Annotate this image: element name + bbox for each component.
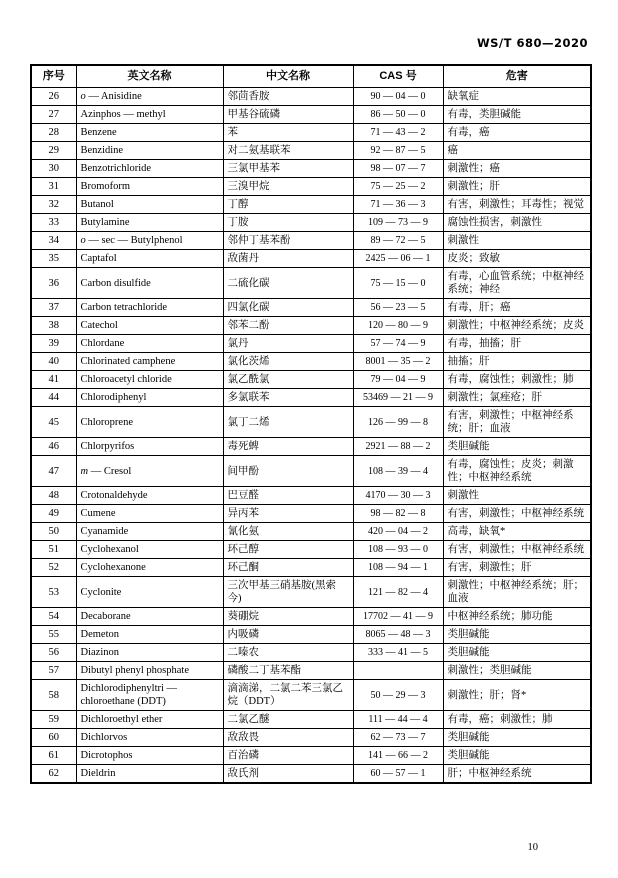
cell-hazard: 有毒，类胆碱能 xyxy=(443,106,591,124)
cell-no: 52 xyxy=(31,559,76,577)
cell-no: 60 xyxy=(31,729,76,747)
cell-en: Diazinon xyxy=(76,644,223,662)
cell-no: 58 xyxy=(31,680,76,711)
table-row xyxy=(31,250,591,268)
cell-en: Chlorinated camphene xyxy=(76,353,223,371)
table-row xyxy=(31,487,591,505)
column-header-english: 英文名称 xyxy=(76,65,223,88)
cell-en: Butylamine xyxy=(76,214,223,232)
cell-cas: 57 — 74 — 9 xyxy=(353,335,443,353)
cell-en: Chlorpyrifos xyxy=(76,438,223,456)
table-row xyxy=(31,559,591,577)
cell-en: Dibutyl phenyl phosphate xyxy=(76,662,223,680)
cell-hazard: 有害，刺激性；中枢神经系统；肝；血液 xyxy=(443,407,591,438)
cell-no: 56 xyxy=(31,644,76,662)
cell-hazard: 有害，刺激性；耳毒性；视觉 xyxy=(443,196,591,214)
cell-en: o — Anisidine xyxy=(76,88,223,106)
cell-cn: 对二氨基联苯 xyxy=(223,142,353,160)
cell-en: o — sec — Butylphenol xyxy=(76,232,223,250)
cell-hazard: 刺激性；肝；肾* xyxy=(443,680,591,711)
cell-en: Cumene xyxy=(76,505,223,523)
cell-en: Chlordane xyxy=(76,335,223,353)
cell-no: 38 xyxy=(31,317,76,335)
cell-cn: 邻仲丁基苯酚 xyxy=(223,232,353,250)
cell-cas: 2921 — 88 — 2 xyxy=(353,438,443,456)
table-row xyxy=(31,680,591,711)
column-header-hazard: 危害 xyxy=(443,65,591,88)
cell-cas: 109 — 73 — 9 xyxy=(353,214,443,232)
cell-en: Dichlorvos xyxy=(76,729,223,747)
column-header-cas: CAS 号 xyxy=(353,65,443,88)
cell-no: 34 xyxy=(31,232,76,250)
cell-en: Benzidine xyxy=(76,142,223,160)
cell-en: Dicrotophos xyxy=(76,747,223,765)
cell-hazard: 有毒，腐蚀性；皮炎；刺激性；中枢神经系统 xyxy=(443,456,591,487)
cell-en: Butanol xyxy=(76,196,223,214)
cell-cas: 92 — 87 — 5 xyxy=(353,142,443,160)
cell-hazard: 有害，刺激性；肝 xyxy=(443,559,591,577)
table-header xyxy=(31,65,591,88)
cell-no: 48 xyxy=(31,487,76,505)
cell-hazard: 类胆碱能 xyxy=(443,438,591,456)
cell-hazard: 高毒，缺氧* xyxy=(443,523,591,541)
table-row xyxy=(31,299,591,317)
cell-cas: 86 — 50 — 0 xyxy=(353,106,443,124)
cell-hazard: 刺激性；肝 xyxy=(443,178,591,196)
cell-cn: 滴滴涕，二氯二苯三氯乙烷（DDT） xyxy=(223,680,353,711)
cell-no: 62 xyxy=(31,765,76,784)
cell-hazard: 有毒，腐蚀性；刺激性；肺 xyxy=(443,371,591,389)
cell-en: m — Cresol xyxy=(76,456,223,487)
cell-cn: 丁胺 xyxy=(223,214,353,232)
cell-en: Carbon tetrachloride xyxy=(76,299,223,317)
cell-en: Cyclonite xyxy=(76,577,223,608)
cell-hazard: 刺激性；中枢神经系统；皮炎 xyxy=(443,317,591,335)
cell-no: 39 xyxy=(31,335,76,353)
cell-cn: 氰化氨 xyxy=(223,523,353,541)
cell-cn: 三溴甲烷 xyxy=(223,178,353,196)
table-row xyxy=(31,142,591,160)
cell-no: 30 xyxy=(31,160,76,178)
cell-cn: 二氯乙醚 xyxy=(223,711,353,729)
cell-cn: 三次甲基三硝基胺(黑索今) xyxy=(223,577,353,608)
cell-cas: 60 — 57 — 1 xyxy=(353,765,443,784)
cell-cas: 62 — 73 — 7 xyxy=(353,729,443,747)
cell-en: Cyclohexanone xyxy=(76,559,223,577)
cell-cas: 8001 — 35 — 2 xyxy=(353,353,443,371)
cell-en: Carbon disulfide xyxy=(76,268,223,299)
cell-en: Decaborane xyxy=(76,608,223,626)
cell-cas: 75 — 15 — 0 xyxy=(353,268,443,299)
cell-en: Benzene xyxy=(76,124,223,142)
cell-cn: 氯丁二烯 xyxy=(223,407,353,438)
cell-hazard: 皮炎；致敏 xyxy=(443,250,591,268)
cell-cn: 三氯甲基苯 xyxy=(223,160,353,178)
table-row xyxy=(31,196,591,214)
cell-cn: 邻苯二酚 xyxy=(223,317,353,335)
cell-cas: 111 — 44 — 4 xyxy=(353,711,443,729)
cell-cn: 氯乙酰氯 xyxy=(223,371,353,389)
table-row xyxy=(31,160,591,178)
cell-cn: 苯 xyxy=(223,124,353,142)
cell-no: 40 xyxy=(31,353,76,371)
cell-en: Chlorodiphenyl xyxy=(76,389,223,407)
standard-number: WS/T 680—2020 xyxy=(476,36,588,50)
hazard-substance-table xyxy=(30,64,592,784)
cell-no: 44 xyxy=(31,389,76,407)
table-row xyxy=(31,626,591,644)
cell-cn: 二嗪农 xyxy=(223,644,353,662)
table-row xyxy=(31,662,591,680)
cell-cas: 98 — 82 — 8 xyxy=(353,505,443,523)
table-row xyxy=(31,232,591,250)
cell-cas: 71 — 36 — 3 xyxy=(353,196,443,214)
table-row xyxy=(31,711,591,729)
cell-no: 55 xyxy=(31,626,76,644)
cell-no: 46 xyxy=(31,438,76,456)
table-row xyxy=(31,268,591,299)
table-row xyxy=(31,178,591,196)
cell-hazard: 刺激性；癌 xyxy=(443,160,591,178)
cell-cn: 毒死蜱 xyxy=(223,438,353,456)
cell-hazard: 刺激性；中枢神经系统；肝；血液 xyxy=(443,577,591,608)
cell-cn: 丁醇 xyxy=(223,196,353,214)
cell-cas: 75 — 25 — 2 xyxy=(353,178,443,196)
cell-en: Cyclohexanol xyxy=(76,541,223,559)
table-row xyxy=(31,747,591,765)
cell-en: Dichlorodiphenyltri — chloroethane (DDT) xyxy=(76,680,223,711)
cell-cn: 巴豆醛 xyxy=(223,487,353,505)
table-row xyxy=(31,317,591,335)
table-row xyxy=(31,353,591,371)
cell-cn: 环己醇 xyxy=(223,541,353,559)
table-row xyxy=(31,214,591,232)
cell-hazard: 刺激性 xyxy=(443,232,591,250)
table-row xyxy=(31,729,591,747)
table-row xyxy=(31,505,591,523)
cell-cas: 98 — 07 — 7 xyxy=(353,160,443,178)
cell-cn: 葵硼烷 xyxy=(223,608,353,626)
cell-cas: 108 — 94 — 1 xyxy=(353,559,443,577)
cell-cn: 四氯化碳 xyxy=(223,299,353,317)
cell-cn: 敌敌畏 xyxy=(223,729,353,747)
table-row xyxy=(31,335,591,353)
table-row xyxy=(31,523,591,541)
cell-cn: 磷酸二丁基苯酯 xyxy=(223,662,353,680)
cell-cas: 108 — 39 — 4 xyxy=(353,456,443,487)
table-row xyxy=(31,541,591,559)
cell-hazard: 腐蚀性损害，刺激性 xyxy=(443,214,591,232)
cell-cas: 17702 — 41 — 9 xyxy=(353,608,443,626)
cell-cas: 56 — 23 — 5 xyxy=(353,299,443,317)
table-row xyxy=(31,456,591,487)
cell-no: 47 xyxy=(31,456,76,487)
cell-no: 26 xyxy=(31,88,76,106)
cell-cas: 420 — 04 — 2 xyxy=(353,523,443,541)
cell-cas: 8065 — 48 — 3 xyxy=(353,626,443,644)
cell-cas: 53469 — 21 — 9 xyxy=(353,389,443,407)
cell-en: Bromoform xyxy=(76,178,223,196)
cell-no: 54 xyxy=(31,608,76,626)
cell-cn: 二硫化碳 xyxy=(223,268,353,299)
cell-cn: 氯化茨烯 xyxy=(223,353,353,371)
cell-en: Azinphos — methyl xyxy=(76,106,223,124)
cell-en: Catechol xyxy=(76,317,223,335)
table-row xyxy=(31,438,591,456)
cell-hazard: 缺氧症 xyxy=(443,88,591,106)
table-body xyxy=(31,88,591,784)
cell-no: 45 xyxy=(31,407,76,438)
cell-no: 27 xyxy=(31,106,76,124)
cell-hazard: 肝；中枢神经系统 xyxy=(443,765,591,784)
cell-en: Cyanamide xyxy=(76,523,223,541)
cell-hazard: 有毒，肝；癌 xyxy=(443,299,591,317)
cell-en: Dichloroethyl ether xyxy=(76,711,223,729)
table-row xyxy=(31,389,591,407)
table-row xyxy=(31,577,591,608)
table-row xyxy=(31,644,591,662)
column-header-chinese: 中文名称 xyxy=(223,65,353,88)
cell-cn: 敌菌丹 xyxy=(223,250,353,268)
cell-cas: 79 — 04 — 9 xyxy=(353,371,443,389)
cell-no: 50 xyxy=(31,523,76,541)
cell-hazard: 中枢神经系统；肺功能 xyxy=(443,608,591,626)
cell-cn: 敌氏剂 xyxy=(223,765,353,784)
cell-cn: 多氯联苯 xyxy=(223,389,353,407)
cell-cn: 异丙苯 xyxy=(223,505,353,523)
cell-cn: 间甲酚 xyxy=(223,456,353,487)
cell-cas: 90 — 04 — 0 xyxy=(353,88,443,106)
cell-no: 41 xyxy=(31,371,76,389)
cell-hazard: 有害，刺激性；中枢神经系统 xyxy=(443,505,591,523)
table-header-row xyxy=(31,65,591,88)
cell-cas: 89 — 72 — 5 xyxy=(353,232,443,250)
cell-en: Benzotrichloride xyxy=(76,160,223,178)
cell-en: Demeton xyxy=(76,626,223,644)
page-number: 10 xyxy=(527,842,538,853)
cell-hazard: 抽搐；肝 xyxy=(443,353,591,371)
cell-cn: 甲基谷硫磷 xyxy=(223,106,353,124)
cell-cas: 333 — 41 — 5 xyxy=(353,644,443,662)
cell-hazard: 刺激性；氯痤疮；肝 xyxy=(443,389,591,407)
table-row xyxy=(31,106,591,124)
cell-en: Dieldrin xyxy=(76,765,223,784)
cell-cn: 百治磷 xyxy=(223,747,353,765)
cell-cas: 2425 — 06 — 1 xyxy=(353,250,443,268)
cell-hazard: 有毒，心血管系统；中枢神经系统；神经 xyxy=(443,268,591,299)
cell-hazard: 类胆碱能 xyxy=(443,626,591,644)
cell-no: 53 xyxy=(31,577,76,608)
cell-cas: 108 — 93 — 0 xyxy=(353,541,443,559)
cell-hazard: 有害，刺激性；中枢神经系统 xyxy=(443,541,591,559)
cell-en: Crotonaldehyde xyxy=(76,487,223,505)
cell-no: 36 xyxy=(31,268,76,299)
cell-no: 59 xyxy=(31,711,76,729)
cell-hazard: 有毒，癌；刺激性；肺 xyxy=(443,711,591,729)
cell-cn: 氯丹 xyxy=(223,335,353,353)
cell-cas: 141 — 66 — 2 xyxy=(353,747,443,765)
cell-en: Chloroprene xyxy=(76,407,223,438)
cell-no: 37 xyxy=(31,299,76,317)
cell-no: 57 xyxy=(31,662,76,680)
table-row xyxy=(31,371,591,389)
table-row xyxy=(31,608,591,626)
cell-no: 33 xyxy=(31,214,76,232)
cell-no: 29 xyxy=(31,142,76,160)
cell-cn: 环己酮 xyxy=(223,559,353,577)
cell-cas: 121 — 82 — 4 xyxy=(353,577,443,608)
cell-no: 32 xyxy=(31,196,76,214)
cell-hazard: 刺激性 xyxy=(443,487,591,505)
table-row xyxy=(31,88,591,106)
cell-no: 35 xyxy=(31,250,76,268)
cell-cas: 126 — 99 — 8 xyxy=(353,407,443,438)
cell-no: 49 xyxy=(31,505,76,523)
cell-cas: 50 — 29 — 3 xyxy=(353,680,443,711)
cell-cas xyxy=(353,662,443,680)
cell-cas: 120 — 80 — 9 xyxy=(353,317,443,335)
cell-no: 31 xyxy=(31,178,76,196)
cell-no: 61 xyxy=(31,747,76,765)
cell-hazard: 刺激性；类胆碱能 xyxy=(443,662,591,680)
cell-hazard: 癌 xyxy=(443,142,591,160)
cell-cas: 4170 — 30 — 3 xyxy=(353,487,443,505)
cell-hazard: 类胆碱能 xyxy=(443,644,591,662)
cell-cn: 邻茴香胺 xyxy=(223,88,353,106)
cell-hazard: 有毒，抽搐；肝 xyxy=(443,335,591,353)
cell-en: Chloroacetyl chloride xyxy=(76,371,223,389)
cell-hazard: 有毒，癌 xyxy=(443,124,591,142)
cell-no: 28 xyxy=(31,124,76,142)
column-header-no: 序号 xyxy=(31,65,76,88)
cell-hazard: 类胆碱能 xyxy=(443,747,591,765)
cell-cn: 内吸磷 xyxy=(223,626,353,644)
table-row xyxy=(31,765,591,784)
cell-no: 51 xyxy=(31,541,76,559)
cell-en: Captafol xyxy=(76,250,223,268)
cell-cas: 71 — 43 — 2 xyxy=(353,124,443,142)
cell-hazard: 类胆碱能 xyxy=(443,729,591,747)
table-row xyxy=(31,407,591,438)
table-row xyxy=(31,124,591,142)
